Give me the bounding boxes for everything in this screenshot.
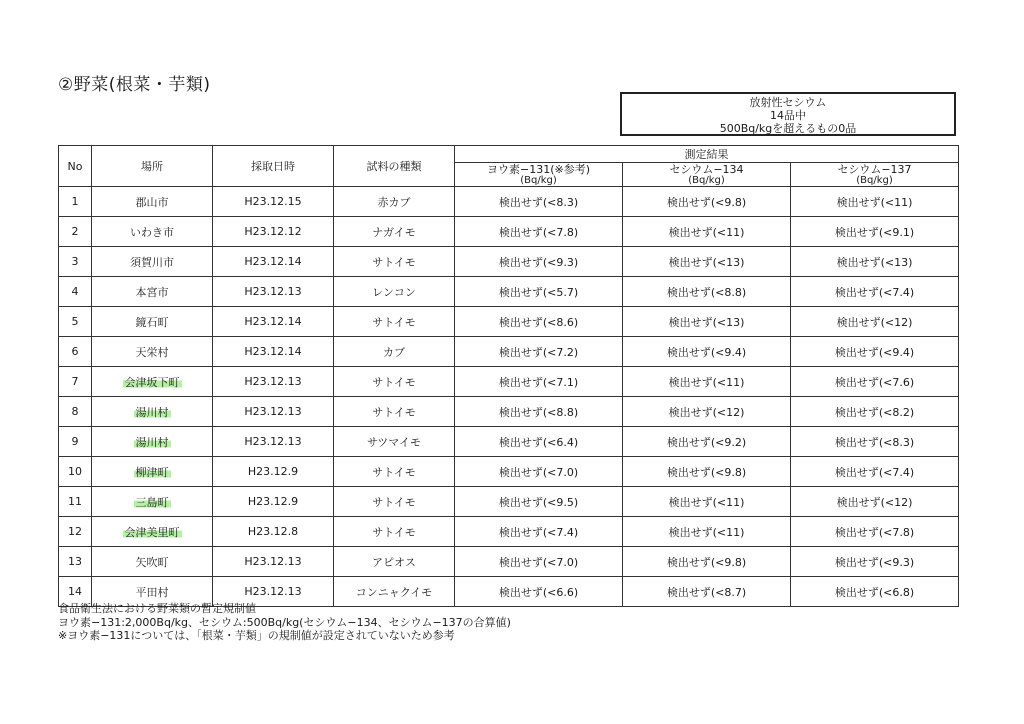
cell-place-text: 矢吹町 — [135, 555, 169, 569]
cell-cs137 — [791, 547, 959, 577]
cell-cs137 — [791, 277, 959, 307]
cell-iodine-text: 検出せず(<9.5) — [498, 495, 579, 509]
cell-no-text: 4 — [71, 285, 79, 298]
cell-place-text: 天栄村 — [135, 345, 169, 359]
cell-date-text: H23.12.8 — [247, 525, 299, 538]
cell-no — [59, 397, 92, 427]
cell-iodine-text: 検出せず(<8.3) — [498, 195, 579, 209]
header-cs134-unit: (Bq/kg) — [688, 174, 725, 186]
cell-iodine — [455, 277, 623, 307]
cell-iodine — [455, 187, 623, 217]
cell-sample-text: サトイモ — [372, 525, 416, 539]
cell-place — [92, 427, 213, 457]
cell-sample — [334, 277, 455, 307]
cell-sample-text: カブ — [383, 345, 405, 359]
cell-sample — [334, 217, 455, 247]
cell-cs134-text: 検出せず(<11) — [668, 375, 745, 389]
cell-cs134 — [623, 367, 791, 397]
cell-place-text: 会津坂下町 — [124, 375, 180, 389]
cell-sample — [334, 247, 455, 277]
cell-date — [213, 307, 334, 337]
cell-date — [213, 457, 334, 487]
cell-cs137-text: 検出せず(<7.4) — [834, 465, 915, 479]
cell-sample — [334, 187, 455, 217]
cell-sample-text: サトイモ — [372, 495, 416, 509]
header-cs137 — [791, 163, 959, 187]
cell-no-text: 13 — [68, 555, 82, 568]
cell-place-text: いわき市 — [130, 225, 174, 239]
cell-place-text: 本宮市 — [135, 285, 169, 299]
cell-no-text: 8 — [71, 405, 79, 418]
cell-sample-text: レンコン — [372, 285, 416, 299]
cell-no — [59, 367, 92, 397]
cell-cs134-text: 検出せず(<9.2) — [666, 435, 747, 449]
cell-sample — [334, 487, 455, 517]
cell-date-text: H23.12.14 — [244, 345, 302, 358]
cell-place-text: 鏡石町 — [135, 315, 169, 329]
cell-place-text: 柳津町 — [135, 465, 169, 479]
table-row — [59, 547, 959, 577]
cell-iodine-text: 検出せず(<7.4) — [498, 525, 579, 539]
summary-box — [620, 92, 956, 136]
cell-no-text: 14 — [68, 585, 82, 598]
cell-sample — [334, 457, 455, 487]
cell-iodine — [455, 367, 623, 397]
cell-cs137-text: 検出せず(<7.6) — [834, 375, 915, 389]
cell-iodine-text: 検出せず(<6.4) — [498, 435, 579, 449]
cell-sample — [334, 547, 455, 577]
cell-cs134-text: 検出せず(<9.8) — [666, 195, 747, 209]
cell-cs137 — [791, 577, 959, 607]
cell-iodine-text: 検出せず(<6.6) — [498, 585, 579, 599]
cell-no-text: 1 — [71, 195, 79, 208]
cell-sample-text: サツマイモ — [366, 435, 422, 449]
cell-cs134 — [623, 487, 791, 517]
cell-cs134 — [623, 217, 791, 247]
cell-iodine — [455, 547, 623, 577]
cell-date — [213, 277, 334, 307]
summary-line-1: 放射性セシウム — [749, 96, 827, 109]
cell-no — [59, 307, 92, 337]
table-row — [59, 277, 959, 307]
cell-sample-text: サトイモ — [372, 375, 416, 389]
cell-cs134 — [623, 457, 791, 487]
table-row — [59, 217, 959, 247]
header-date: 採取日時 — [213, 146, 334, 187]
cell-cs134-text: 検出せず(<9.8) — [666, 555, 747, 569]
cell-place-text: 湯川村 — [135, 435, 169, 449]
cell-sample — [334, 367, 455, 397]
cell-date-text: H23.12.13 — [244, 555, 302, 568]
cell-cs137 — [791, 307, 959, 337]
header-result-group: 測定結果 — [455, 146, 959, 163]
cell-date-text: H23.12.13 — [244, 285, 302, 298]
table-row — [59, 187, 959, 217]
cell-cs134-text: 検出せず(<13) — [668, 255, 745, 269]
cell-cs137 — [791, 427, 959, 457]
cell-cs137 — [791, 247, 959, 277]
cell-cs134-text: 検出せず(<13) — [668, 315, 745, 329]
cell-no-text: 11 — [68, 495, 82, 508]
cell-no — [59, 457, 92, 487]
cell-no-text: 3 — [71, 255, 79, 268]
cell-no — [59, 187, 92, 217]
cell-date — [213, 247, 334, 277]
cell-date — [213, 367, 334, 397]
cell-date — [213, 187, 334, 217]
cell-date-text: H23.12.9 — [247, 495, 299, 508]
cell-no — [59, 277, 92, 307]
notes — [58, 602, 511, 643]
cell-cs137 — [791, 457, 959, 487]
cell-cs134 — [623, 577, 791, 607]
cell-no-text: 6 — [71, 345, 79, 358]
cell-sample-text: ナガイモ — [372, 225, 416, 239]
cell-iodine — [455, 307, 623, 337]
table-body — [59, 187, 959, 607]
cell-place — [92, 307, 213, 337]
note-line-1: 食品衛生法における野菜類の暫定規制値 — [58, 602, 256, 615]
cell-no — [59, 217, 92, 247]
cell-place — [92, 337, 213, 367]
cell-date — [213, 427, 334, 457]
cell-iodine-text: 検出せず(<5.7) — [498, 285, 579, 299]
cell-sample-text: サトイモ — [372, 315, 416, 329]
cell-cs134-text: 検出せず(<8.8) — [666, 285, 747, 299]
cell-cs134-text: 検出せず(<9.4) — [666, 345, 747, 359]
page-title: ②野菜(根菜・芋類) — [58, 75, 211, 95]
cell-date-text: H23.12.14 — [244, 255, 302, 268]
cell-iodine — [455, 337, 623, 367]
cell-place-text: 須賀川市 — [130, 255, 174, 269]
cell-no-text: 10 — [68, 465, 82, 478]
cell-iodine-text: 検出せず(<9.3) — [498, 255, 579, 269]
cell-cs137-text: 検出せず(<6.8) — [834, 585, 915, 599]
cell-iodine — [455, 457, 623, 487]
cell-place-text: 平田村 — [135, 585, 169, 599]
cell-place-text: 三島町 — [135, 495, 169, 509]
header-cs134 — [623, 163, 791, 187]
cell-date-text: H23.12.12 — [244, 225, 302, 238]
cell-iodine — [455, 517, 623, 547]
cell-date-text: H23.12.13 — [244, 435, 302, 448]
cell-sample-text: サトイモ — [372, 465, 416, 479]
cell-date-text: H23.12.13 — [244, 585, 302, 598]
cell-sample-text: アピオス — [372, 555, 416, 569]
cell-date-text: H23.12.9 — [247, 465, 299, 478]
cell-iodine — [455, 397, 623, 427]
cell-cs137-text: 検出せず(<9.1) — [834, 225, 915, 239]
cell-place — [92, 457, 213, 487]
cell-sample-text: コンニャクイモ — [355, 585, 433, 599]
cell-no-text: 5 — [71, 315, 79, 328]
table-row — [59, 487, 959, 517]
table-row — [59, 427, 959, 457]
cell-cs137-text: 検出せず(<8.3) — [834, 435, 915, 449]
cell-date — [213, 517, 334, 547]
cell-cs134-text: 検出せず(<12) — [668, 405, 745, 419]
cell-cs134-text: 検出せず(<9.8) — [666, 465, 747, 479]
cell-iodine-text: 検出せず(<8.6) — [498, 315, 579, 329]
cell-cs137-text: 検出せず(<12) — [836, 315, 913, 329]
cell-date-text: H23.12.14 — [244, 315, 302, 328]
cell-cs134 — [623, 337, 791, 367]
cell-place — [92, 187, 213, 217]
cell-date — [213, 547, 334, 577]
cell-no — [59, 337, 92, 367]
cell-cs137-text: 検出せず(<11) — [836, 195, 913, 209]
summary-line-3: 500Bq/kgを超えるもの0品 — [719, 122, 857, 135]
cell-cs134-text: 検出せず(<11) — [668, 225, 745, 239]
cell-cs134 — [623, 307, 791, 337]
cell-cs137-text: 検出せず(<7.8) — [834, 525, 915, 539]
cell-cs137 — [791, 397, 959, 427]
cell-no-text: 9 — [71, 435, 79, 448]
header-sample: 試料の種類 — [334, 146, 455, 187]
cell-cs134 — [623, 277, 791, 307]
cell-date-text: H23.12.13 — [244, 375, 302, 388]
cell-iodine-text: 検出せず(<7.0) — [498, 465, 579, 479]
cell-sample — [334, 397, 455, 427]
cell-cs134 — [623, 427, 791, 457]
cell-place — [92, 517, 213, 547]
cell-no — [59, 487, 92, 517]
table-row — [59, 337, 959, 367]
note-line-2: ヨウ素−131:2,000Bq/kg、セシウム:500Bq/kg(セシウム−134、セシウム−137の合算値) — [58, 615, 511, 629]
cell-cs134-text: 検出せず(<8.7) — [666, 585, 747, 599]
cell-cs137-text: 検出せず(<7.4) — [834, 285, 915, 299]
results-table — [58, 145, 959, 607]
cell-date — [213, 337, 334, 367]
cell-iodine — [455, 427, 623, 457]
cell-cs134 — [623, 517, 791, 547]
cell-date — [213, 397, 334, 427]
cell-no — [59, 427, 92, 457]
cell-cs134 — [623, 247, 791, 277]
cell-date-text: H23.12.15 — [244, 195, 302, 208]
cell-place-text: 会津美里町 — [124, 525, 180, 539]
table-row — [59, 457, 959, 487]
cell-cs134 — [623, 187, 791, 217]
summary-line-2: 14品中 — [770, 109, 806, 122]
cell-place — [92, 547, 213, 577]
table-row — [59, 517, 959, 547]
header-cs137-unit: (Bq/kg) — [856, 174, 893, 186]
cell-cs137 — [791, 187, 959, 217]
table-row — [59, 367, 959, 397]
cell-sample-text: 赤カブ — [377, 195, 411, 209]
cell-iodine — [455, 487, 623, 517]
table-row — [59, 397, 959, 427]
cell-cs137 — [791, 217, 959, 247]
cell-sample — [334, 427, 455, 457]
cell-sample-text: サトイモ — [372, 405, 416, 419]
header-iodine-label: ヨウ素−131(※参考) — [486, 162, 590, 176]
cell-date-text: H23.12.13 — [244, 405, 302, 418]
cell-cs137 — [791, 367, 959, 397]
cell-iodine-text: 検出せず(<7.8) — [498, 225, 579, 239]
cell-iodine — [455, 247, 623, 277]
cell-no-text: 2 — [71, 225, 79, 238]
cell-sample — [334, 307, 455, 337]
cell-cs134-text: 検出せず(<11) — [668, 525, 745, 539]
cell-place — [92, 487, 213, 517]
cell-place — [92, 217, 213, 247]
cell-iodine-text: 検出せず(<7.0) — [498, 555, 579, 569]
cell-place — [92, 247, 213, 277]
header-place: 場所 — [92, 146, 213, 187]
cell-sample — [334, 337, 455, 367]
cell-cs137-text: 検出せず(<8.2) — [834, 405, 915, 419]
cell-cs137 — [791, 337, 959, 367]
header-iodine — [455, 163, 623, 187]
cell-no-text: 7 — [71, 375, 79, 388]
note-line-3: ※ヨウ素−131については、「根菜・芋類」の規制値が設定されていないため参考 — [58, 629, 455, 642]
cell-iodine-text: 検出せず(<8.8) — [498, 405, 579, 419]
header-cs134-label: セシウム−134 — [669, 162, 744, 176]
cell-cs137-text: 検出せず(<9.4) — [834, 345, 915, 359]
cell-place — [92, 397, 213, 427]
cell-no — [59, 547, 92, 577]
cell-cs137 — [791, 517, 959, 547]
table-row — [59, 307, 959, 337]
cell-cs137-text: 検出せず(<9.3) — [834, 555, 915, 569]
cell-cs134 — [623, 547, 791, 577]
cell-sample-text: サトイモ — [372, 255, 416, 269]
cell-no — [59, 247, 92, 277]
cell-iodine — [455, 217, 623, 247]
cell-place-text: 湯川村 — [135, 405, 169, 419]
cell-iodine-text: 検出せず(<7.2) — [498, 345, 579, 359]
cell-date — [213, 487, 334, 517]
cell-place — [92, 277, 213, 307]
cell-no — [59, 517, 92, 547]
cell-cs134-text: 検出せず(<11) — [668, 495, 745, 509]
cell-sample — [334, 517, 455, 547]
table-row — [59, 247, 959, 277]
cell-place — [92, 367, 213, 397]
header-iodine-unit: (Bq/kg) — [520, 174, 557, 186]
cell-iodine-text: 検出せず(<7.1) — [498, 375, 579, 389]
header-cs137-label: セシウム−137 — [837, 162, 912, 176]
cell-cs137-text: 検出せず(<12) — [836, 495, 913, 509]
cell-place-text: 郡山市 — [135, 195, 169, 209]
cell-no-text: 12 — [68, 525, 82, 538]
cell-cs137-text: 検出せず(<13) — [836, 255, 913, 269]
header-no: No — [59, 146, 92, 187]
cell-date — [213, 217, 334, 247]
cell-cs137 — [791, 487, 959, 517]
cell-cs134 — [623, 397, 791, 427]
